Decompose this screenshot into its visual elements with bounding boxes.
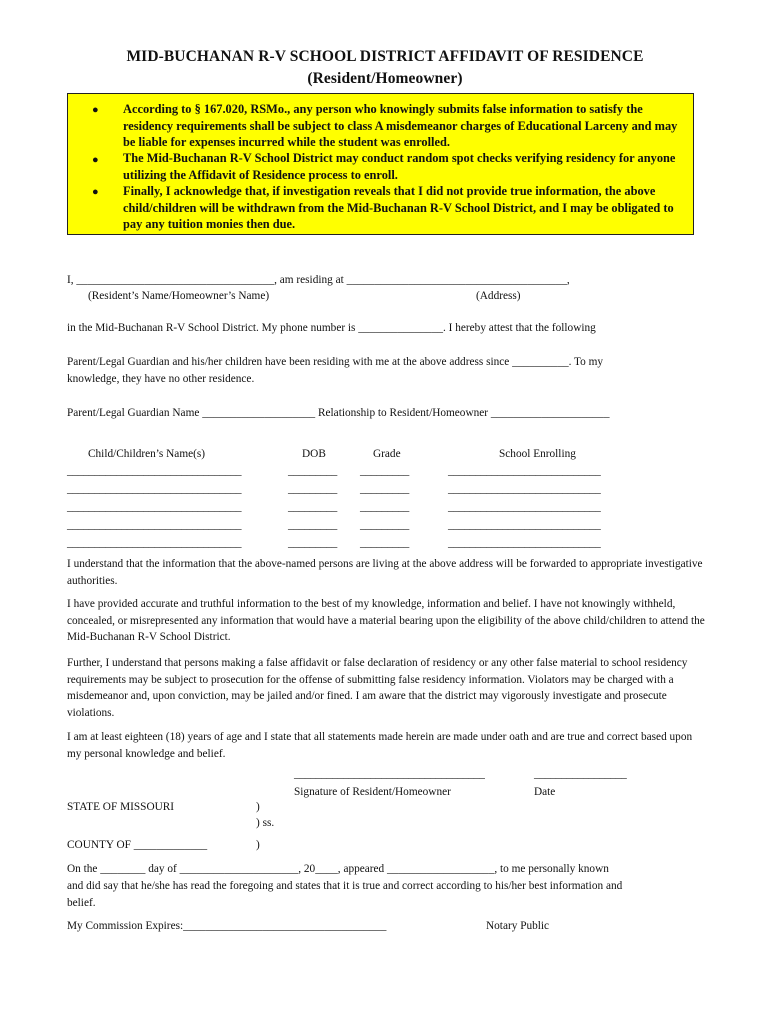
school-field: ____________________________ (448, 483, 601, 495)
school-field: ____________________________ (448, 537, 601, 549)
commission-expires-line: My Commission Expires:____________________________________ (67, 920, 387, 932)
resident-address-line: I, ___________________________________, am residing at _______________________________________, (67, 274, 570, 286)
child-name-field: ________________________________ (67, 537, 242, 549)
document-subtitle: (Resident/Homeowner) (307, 70, 463, 87)
dob-field: _________ (288, 519, 338, 531)
col-header-dob: DOB (302, 448, 326, 460)
notary-public-label: Notary Public (486, 920, 550, 932)
notice-item-3: Finally, I acknowledge that, if investigation reveals that I did not provide true information, the above child/children will be withdrawn from the Mid-Buchanan R-V School District, and I may be obligated to pay any tuition monies then due. (123, 184, 674, 231)
child-name-field: ________________________________ (67, 501, 242, 513)
notice-box (67, 93, 694, 235)
col-header-grade: Grade (373, 448, 401, 460)
resident-name-label: (Resident’s Name/Homeowner’s Name) (88, 290, 270, 302)
signature-field: ___________________________________ (294, 768, 485, 780)
venue-paren: ) (256, 801, 260, 813)
school-field: ____________________________ (448, 465, 601, 477)
dob-field: _________ (288, 465, 338, 477)
grade-field: _________ (360, 465, 410, 477)
paragraph-truthful: I have provided accurate and truthful information to the best of my knowledge, information and belief. I have not knowingly withheld, concealed, or misrepresented any information that would have a material bearing upon the eligibility of the above child/children to attend the Mid-Buchanan R-V School District. (67, 598, 705, 643)
col-header-name: Child/Children’s Name(s) (88, 448, 206, 460)
notice-item-2: The Mid-Buchanan R-V School District may conduct random spot checks verifying residency for anyone utilizing the Affidavit of Residence process to enroll. (123, 151, 676, 182)
notary-line-2: and did say that he/she has read the foregoing and states that it is true and correct according to his/her best information and (67, 880, 623, 892)
child-name-field: ________________________________ (67, 519, 242, 531)
paragraph-oath: I am at least eighteen (18) years of age and I state that all statements made herein are made under oath and are true and correct based upon my personal knowledge and belief. (67, 731, 693, 760)
document-title: MID-BUCHANAN R-V SCHOOL DISTRICT AFFIDAVIT OF RESIDENCE (126, 48, 644, 65)
grade-field: _________ (360, 537, 410, 549)
date-label: Date (534, 786, 556, 798)
dob-field: _________ (288, 537, 338, 549)
notary-line-3: belief. (67, 897, 96, 909)
guardian-line: Parent/Legal Guardian Name ____________________ Relationship to Resident/Homeowner _____________________ (67, 407, 610, 419)
paragraph-forwarding: I understand that the information that the above-named persons are living at the above address will be forwarded to appropriate investigative authorities. (67, 558, 703, 587)
child-name-field: ________________________________ (67, 465, 242, 477)
residing-since-line: Parent/Legal Guardian and his/her children have been residing with me at the above address since __________. To my (67, 356, 604, 368)
dob-field: _________ (288, 483, 338, 495)
phone-line: in the Mid-Buchanan R-V School District. My phone number is _______________. I hereby attest that the following (67, 322, 596, 334)
school-field: ____________________________ (448, 519, 601, 531)
county-line: COUNTY OF _____________ (67, 839, 208, 851)
bullet-icon: ● (92, 104, 99, 116)
bullet-icon: ● (92, 154, 99, 166)
no-other-residence-line: knowledge, they have no other residence. (67, 373, 255, 385)
date-field: _________________ (534, 768, 627, 780)
venue-paren: ) (256, 839, 260, 851)
paragraph-false-affidavit: Further, I understand that persons making a false affidavit or false declaration of residency or any other false material to school residency requirements may be subject to prosecution for the offense of submitting false residency information. Violators may be charged with a misdemeanor and, upon conviction, may be jailed and/or fined. I am aware that the district may vigorously investigate and prosecute violations. (67, 657, 688, 719)
bullet-icon: ● (92, 186, 99, 198)
grade-field: _________ (360, 519, 410, 531)
address-label: (Address) (476, 290, 521, 302)
grade-field: _________ (360, 483, 410, 495)
col-header-school: School Enrolling (499, 448, 576, 460)
child-name-field: ________________________________ (67, 483, 242, 495)
dob-field: _________ (288, 501, 338, 513)
notary-line-1: On the ________ day of _____________________, 20____, appeared ___________________, to me personally known (67, 863, 609, 875)
signature-label: Signature of Resident/Homeowner (294, 786, 451, 798)
school-field: ____________________________ (448, 501, 601, 513)
notice-item-1: According to § 167.020, RSMo., any person who knowingly submits false information to satisfy the residency requirements shall be subject to class A misdemeanor charges of Educational Larceny and may be liable for expenses incurred while the student was enrolled. (123, 102, 678, 149)
venue-ss: ) ss. (256, 817, 275, 829)
state-label: STATE OF MISSOURI (67, 801, 175, 813)
grade-field: _________ (360, 501, 410, 513)
